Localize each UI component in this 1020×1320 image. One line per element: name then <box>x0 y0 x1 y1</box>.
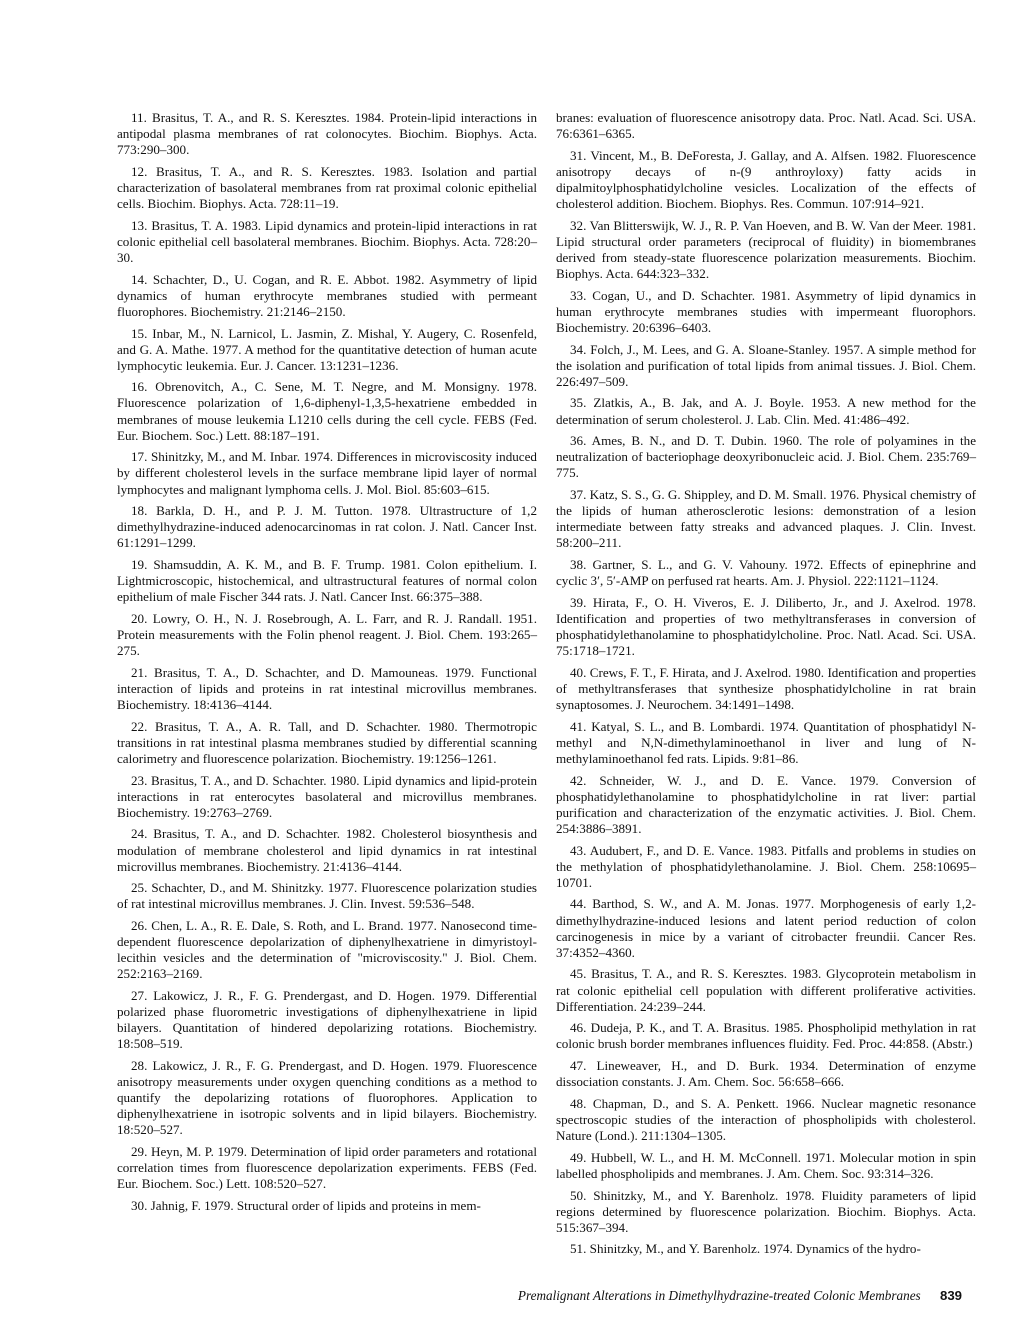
reference-number: 26. <box>131 918 148 934</box>
reference-continuation: branes: evaluation of fluorescence anisotropy data. Proc. Natl. Acad. Sci. USA. 76:6361–6365. <box>556 110 976 142</box>
reference-text: Zlatkis, A., B. Jak, and A. J. Boyle. 1953. A new method for the determination of serum cholesterol. J. Lab. Clin. Med. 41:486–492. <box>556 395 976 427</box>
running-title: Premalignant Alterations in Dimethylhydrazine-treated Colonic Membranes <box>517 1288 921 1303</box>
reference-number: 41. <box>570 718 587 734</box>
reference-item <box>556 557 976 589</box>
reference-number: 13. <box>131 217 148 233</box>
reference-item <box>556 1058 976 1090</box>
reference-text: Shamsuddin, A. K. M., and B. F. Trump. 1981. Colon epithelium. I. Lightmicroscopic, histochemical, and ultrastructural features of normal colon epithelium of male Fischer 344 rats. J. Natl. Cancer Inst. 66:375–388. <box>117 557 538 605</box>
reference-item <box>556 966 976 1014</box>
reference-number: 39. <box>570 594 587 610</box>
reference-item <box>117 918 537 982</box>
reference-item <box>556 896 976 960</box>
reference-text: Vincent, M., B. DeForesta, J. Gallay, and A. Alfsen. 1982. Fluorescence anisotropy decays of n-(9 anthroyloxy) fatty acids in dipalmitoylphosphatidylcholine vesicles. Localization of the effects of cholesterol addition. Biochem. Biophys. Res. Commun. 107:914–921. <box>556 147 976 212</box>
reference-item <box>117 1144 537 1192</box>
reference-item <box>117 880 537 912</box>
reference-item <box>117 110 537 158</box>
reference-number: 43. <box>570 842 587 858</box>
reference-item <box>117 449 537 497</box>
reference-item <box>556 773 976 837</box>
references-left-column <box>117 110 537 1220</box>
reference-number: 29. <box>131 1144 148 1160</box>
reference-text: Lakowicz, J. R., F. G. Prendergast, and D. Hogen. 1979. Fluorescence anisotropy measurements under oxygen quenching conditions as a method to quantify the depolarizing rotations of fluorophores. Application to diphenylhexatriene in isotropic solvents and in lipid bilayers. Biochemistry. 18:520–527. <box>117 1058 537 1138</box>
reference-number: 34. <box>570 341 587 357</box>
page-footer <box>120 1288 962 1304</box>
reference-number: 14. <box>131 271 148 287</box>
reference-text: Van Blitterswijk, W. J., R. P. Van Hoeven, and B. W. Van der Meer. 1981. Lipid structural order parameters (reciprocal of fluidity) in biomembranes derived from steady-state fluorescence polarization measurements. Biochim. Biophys. Acta. 644:323–332. <box>556 217 976 282</box>
reference-item <box>556 1150 976 1182</box>
reference-text: Obrenovitch, A., C. Sene, M. T. Negre, and M. Monsigny. 1978. Fluorescence polarization of 1,6-diphenyl-1,3,5-hexatriene embedded in membranes of mouse leukemia L1210 cells during the cell cycle. FEBS (Fed. Eur. Biochem. Soc.) Lett. 88:187–191. <box>117 379 537 443</box>
reference-number: 46. <box>570 1020 587 1036</box>
reference-item <box>556 719 976 767</box>
reference-item <box>556 288 976 336</box>
reference-text: Brasitus, T. A., and R. S. Keresztes. 1984. Protein-lipid interactions in antipodal plasma membranes of rat colonocytes. Biochim. Biophys. Acta. 773:290–300. <box>117 110 537 158</box>
reference-item <box>556 342 976 390</box>
reference-number: 16. <box>131 379 148 395</box>
reference-item <box>556 665 976 713</box>
reference-number: 21. <box>131 664 148 680</box>
reference-item <box>117 826 537 874</box>
reference-number: 36. <box>570 433 587 449</box>
reference-text: Shinitzky, M., and Y. Barenholz. 1974. Dynamics of the hydro- <box>589 1241 921 1257</box>
reference-item <box>117 503 537 551</box>
reference-number: 51. <box>570 1241 587 1257</box>
reference-text: Audubert, F., and D. E. Vance. 1983. Pitfalls and problems in studies on the methylation of phosphatidylethanolamine. J. Biol. Chem. 258:10695–10701. <box>556 842 976 890</box>
references-right-column <box>556 110 976 1263</box>
reference-item <box>117 719 537 767</box>
reference-item <box>117 611 537 659</box>
reference-text: Chapman, D., and S. A. Penkett. 1966. Nuclear magnetic resonance spectroscopic studies of the interaction of phospholipids with cholesterol. Nature (Lond.). 211:1304–1305. <box>556 1095 976 1144</box>
reference-item <box>117 164 537 212</box>
reference-text: Ames, B. N., and D. T. Dubin. 1960. The role of polyamines in the neutralization of bacteriophage deoxyribonucleic acid. J. Biol. Chem. 235:769–775. <box>556 433 977 481</box>
reference-number: 31. <box>570 147 587 163</box>
reference-text: Barthod, S. W., and A. M. Jonas. 1977. Morphogenesis of early 1,2-dimethylhydrazine-induced lesions and latent period reduction of colon carcinogenesis in mice by a variant of citrobacter freundii. Cancer Res. 37:4352–4360. <box>556 896 976 960</box>
reference-item <box>117 272 537 320</box>
reference-item <box>556 148 976 212</box>
reference-text: Brasitus, T. A., and R. S. Keresztes. 1983. Glycoprotein metabolism in rat colonic epithelial cell population with different proliferative activities. Differentiation. 24:239–244. <box>556 966 977 1014</box>
reference-number: 37. <box>570 487 587 503</box>
reference-text: Brasitus, T. A., and D. Schachter. 1982. Cholesterol biosynthesis and modulation of membrane cholesterol and lipid dynamics in rat intestinal microvillus membranes. Biochemistry. 21:4136–4144. <box>117 826 537 874</box>
reference-text: Brasitus, T. A., and D. Schachter. 1980. Lipid dynamics and lipid-protein interactions in rat enterocytes basolateral and microvillus membranes. Biochemistry. 19:2763–2769. <box>117 772 538 820</box>
reference-text: Katz, S. S., G. G. Shippley, and D. M. Small. 1976. Physical chemistry of the lipids of human atherosclerotic lesions: demonstration of a lesion intermediate between fatty streaks and advanced plaques. J. Clin. Invest. 58:200–211. <box>556 487 976 551</box>
reference-text: Schachter, D., and M. Shinitzky. 1977. Fluorescence polarization studies of rat intestinal microvillus membranes. J. Clin. Invest. 59:536–548. <box>117 880 537 912</box>
reference-item <box>556 1096 976 1144</box>
reference-number: 28. <box>131 1058 148 1074</box>
reference-number: 25. <box>131 880 148 896</box>
reference-text: Katyal, S. L., and B. Lombardi. 1974. Quantitation of phosphatidyl N-methyl and N,N-dimethylaminoethanol in liver and lung of N-methylaminoethanol fed rats. Lipids. 9:81–86. <box>556 718 976 766</box>
reference-text: Inbar, M., N. Larnicol, L. Jasmin, Z. Mishal, Y. Augery, C. Rosenfeld, and G. A. Mathe. 1977. A method for the quantitative detection of human acute lymphocytic leukemia. Eur. J. Cancer. 13:1231–1236. <box>117 325 537 373</box>
reference-number: 11. <box>131 110 147 125</box>
reference-text: Jahnig, F. 1979. Structural order of lipids and proteins in mem- <box>150 1198 481 1213</box>
reference-text: Schachter, D., U. Cogan, and R. E. Abbot. 1982. Asymmetry of lipid dynamics of human erythrocyte membranes studied with permeant fluorophores. Biochemistry. 21:2146–2150. <box>117 271 537 319</box>
reference-number: 18. <box>131 503 148 519</box>
reference-item <box>556 1241 976 1257</box>
reference-item <box>117 326 537 374</box>
reference-text: Cogan, U., and D. Schachter. 1981. Asymmetry of lipid dynamics in human erythrocyte membranes studies with impermeant fluorophors. Biochemistry. 20:6396–6403. <box>556 287 976 335</box>
reference-item <box>556 1188 976 1236</box>
reference-text: Crews, F. T., F. Hirata, and J. Axelrod. 1980. Identification and properties of methyltransferases that synthesize phosphatidylcholine in rat brain synaptosomes. J. Neurochem. 34:1491–1498. <box>556 664 977 713</box>
reference-text: Shinitzky, M., and Y. Barenholz. 1978. Fluidity parameters of lipid regions determined by fluorescence polarization. Biochim. Biophys. Acta. 515:367–394. <box>556 1187 976 1235</box>
reference-number: 44. <box>570 896 587 912</box>
reference-item <box>556 1020 976 1052</box>
reference-item <box>117 773 537 821</box>
reference-item <box>556 487 976 551</box>
reference-item <box>117 988 537 1052</box>
reference-item <box>556 595 976 659</box>
page-number: 839 <box>939 1288 962 1303</box>
reference-text: Hubbell, W. L., and H. M. McConnell. 1971. Molecular motion in spin labelled phospholipids and membranes. J. Am. Chem. Soc. 93:314–326. <box>556 1149 976 1181</box>
reference-item <box>556 843 976 891</box>
reference-number: 48. <box>570 1095 587 1111</box>
reference-number: 32. <box>570 217 587 233</box>
reference-text: Brasitus, T. A., and R. S. Keresztes. 1983. Isolation and partial characterization of basolateral membranes from rat proximal colonic epithelial cells. Biochim. Biophys. Acta. 728:11–19. <box>117 163 537 212</box>
reference-number: 45. <box>570 966 587 982</box>
reference-item <box>117 218 537 266</box>
reference-number: 38. <box>570 557 587 573</box>
reference-text: Lowry, O. H., N. J. Rosebrough, A. L. Farr, and R. J. Randall. 1951. Protein measurements with the Folin phenol reagent. J. Biol. Chem. 193:265–275. <box>117 610 537 659</box>
reference-text: Gartner, S. L., and G. V. Vahouny. 1972. Effects of epinephrine and cyclic 3′, 5′-AMP on perfused rat hearts. Am. J. Physiol. 222:1121–1124. <box>556 557 976 589</box>
reference-number: 35. <box>570 395 587 411</box>
reference-text: Heyn, M. P. 1979. Determination of lipid order parameters and rotational correlation times from fluorescence depolarization experiments. FEBS (Fed. Eur. Biochem. Soc.) Lett. 108:520–527. <box>117 1144 537 1192</box>
reference-number: 47. <box>570 1058 587 1074</box>
reference-number: 40. <box>570 664 587 680</box>
reference-text: Barkla, D. H., and P. J. M. Tutton. 1978. Ultrastructure of 1,2 dimethylhydrazine-induced adenocarcinomas in rat colon. J. Natl. Cancer Inst. 61:1291–1299. <box>117 503 537 551</box>
reference-number: 19. <box>131 557 148 573</box>
reference-number: 22. <box>131 718 148 734</box>
reference-number: 27. <box>131 988 148 1004</box>
reference-text: Brasitus, T. A. 1983. Lipid dynamics and protein-lipid interactions in rat colonic epithelial cell basolateral membranes. Biochim. Biophys. Acta. 728:20–30. <box>117 217 537 265</box>
reference-number: 42. <box>570 772 587 788</box>
reference-text: Lineweaver, H., and D. Burk. 1934. Determination of enzyme dissociation constants. J. Am. Chem. Soc. 56:658–666. <box>556 1058 976 1090</box>
reference-number: 15. <box>131 325 148 341</box>
reference-number: 30. <box>131 1198 148 1213</box>
reference-number: 33. <box>570 287 587 303</box>
reference-item <box>117 557 537 605</box>
reference-item <box>117 1058 537 1138</box>
reference-text: Lakowicz, J. R., F. G. Prendergast, and D. Hogen. 1979. Differential polarized phase fluorometric investigations of diphenylhexatriene in lipid bilayers. Quantitation of hindered depolarizing rotations. Biochemistry. 18:508–519. <box>117 988 537 1052</box>
reference-text: Schneider, W. J., and D. E. Vance. 1979. Conversion of phosphatidylethanolamine to phosphatidylcholine in rat liver: partial purification and characterization of the enzymatic activities. J. Biol. Chem. 254:3886–3891. <box>556 772 976 836</box>
reference-number: 50. <box>570 1187 587 1203</box>
reference-number: 24. <box>131 826 148 842</box>
reference-item <box>117 1198 537 1214</box>
reference-item <box>556 395 976 427</box>
reference-text: Hirata, F., O. H. Viveros, E. J. Diliberto, Jr., and J. Axelrod. 1978. Identification and properties of two methyltransferases in conversion of phosphatidylethanolamine to phosphatidylcholine. Proc. Natl. Acad. Sci. USA. 75:1718–1721. <box>556 594 976 659</box>
reference-text: Chen, L. A., R. E. Dale, S. Roth, and L. Brand. 1977. Nanosecond time-dependent fluorescence depolarization of diphenylhexatriene in dimyristoyl-lecithin vesicles and the determination of "microviscosity." J. Biol. Chem. 252:2163–2169. <box>117 918 537 982</box>
reference-item <box>117 379 537 443</box>
reference-number: 23. <box>131 772 148 788</box>
reference-item <box>117 665 537 713</box>
reference-text: Folch, J., M. Lees, and G. A. Sloane-Stanley. 1957. A simple method for the isolation and purification of total lipids from animal tissues. J. Biol. Chem. 226:497–509. <box>556 341 976 389</box>
reference-item <box>556 218 976 282</box>
reference-number: 20. <box>131 610 148 626</box>
reference-text: Shinitzky, M., and M. Inbar. 1974. Differences in microviscosity induced by different cholesterol levels in the surface membrane lipid layer of normal lymphocytes and malignant lymphoma cells. J. Mol. Biol. 85:603–615. <box>117 449 537 497</box>
reference-text: Brasitus, T. A., A. R. Tall, and D. Schachter. 1980. Thermotropic transitions in rat intestinal plasma membranes studied by differential scanning calorimetry and fluorescence polarization. Biochemistry. 19:1256–1261. <box>117 718 537 766</box>
reference-number: 17. <box>131 449 148 465</box>
reference-text: Brasitus, T. A., D. Schachter, and D. Mamouneas. 1979. Functional interaction of lipids and proteins in rat intestinal microvillus membranes. Biochemistry. 18:4136–4144. <box>117 664 537 713</box>
reference-item <box>556 433 976 481</box>
reference-number: 12. <box>131 163 148 179</box>
reference-number: 49. <box>570 1149 587 1165</box>
reference-text: Dudeja, P. K., and T. A. Brasitus. 1985. Phospholipid methylation in rat colonic brush border membranes influences fluidity. Fed. Proc. 44:858. (Abstr.) <box>556 1020 976 1052</box>
